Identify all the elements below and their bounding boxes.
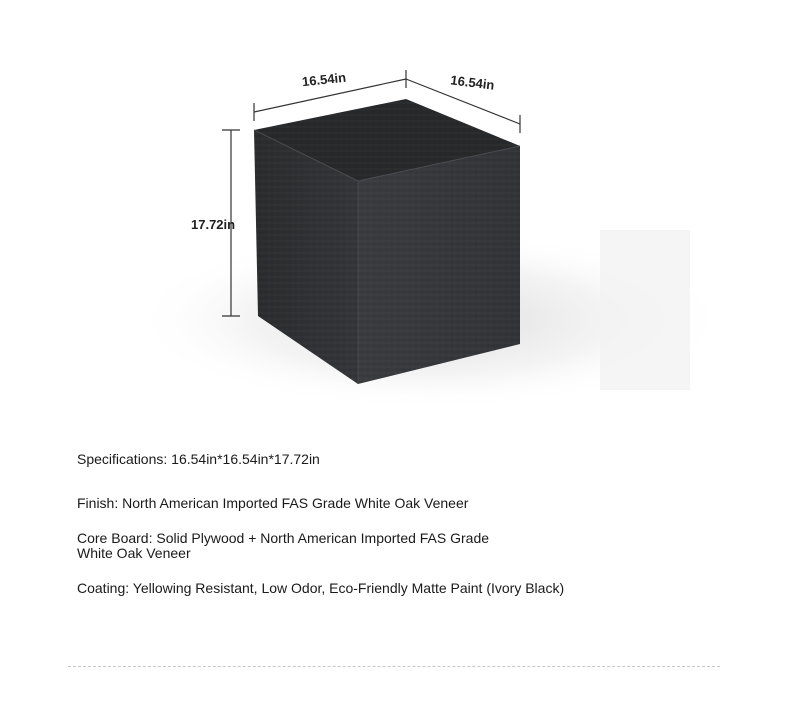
spec-finish: Finish: North American Imported FAS Grade White Oak Veneer xyxy=(77,495,469,511)
width-label: 16.54in xyxy=(301,69,347,90)
height-label: 17.72in xyxy=(191,217,236,232)
backdrop-shadow xyxy=(600,230,690,390)
depth-label: 16.54in xyxy=(449,72,496,93)
spec-dimensions: Specifications: 16.54in*16.54in*17.72in xyxy=(77,451,320,467)
dashed-divider xyxy=(68,666,720,667)
spec-coating: Coating: Yellowing Resistant, Low Odor, Eco-Friendly Matte Paint (Ivory Black) xyxy=(77,580,565,596)
spec-core-board: Core Board: Solid Plywood + North American Imported FAS Grade White Oak Veneer xyxy=(77,530,490,561)
